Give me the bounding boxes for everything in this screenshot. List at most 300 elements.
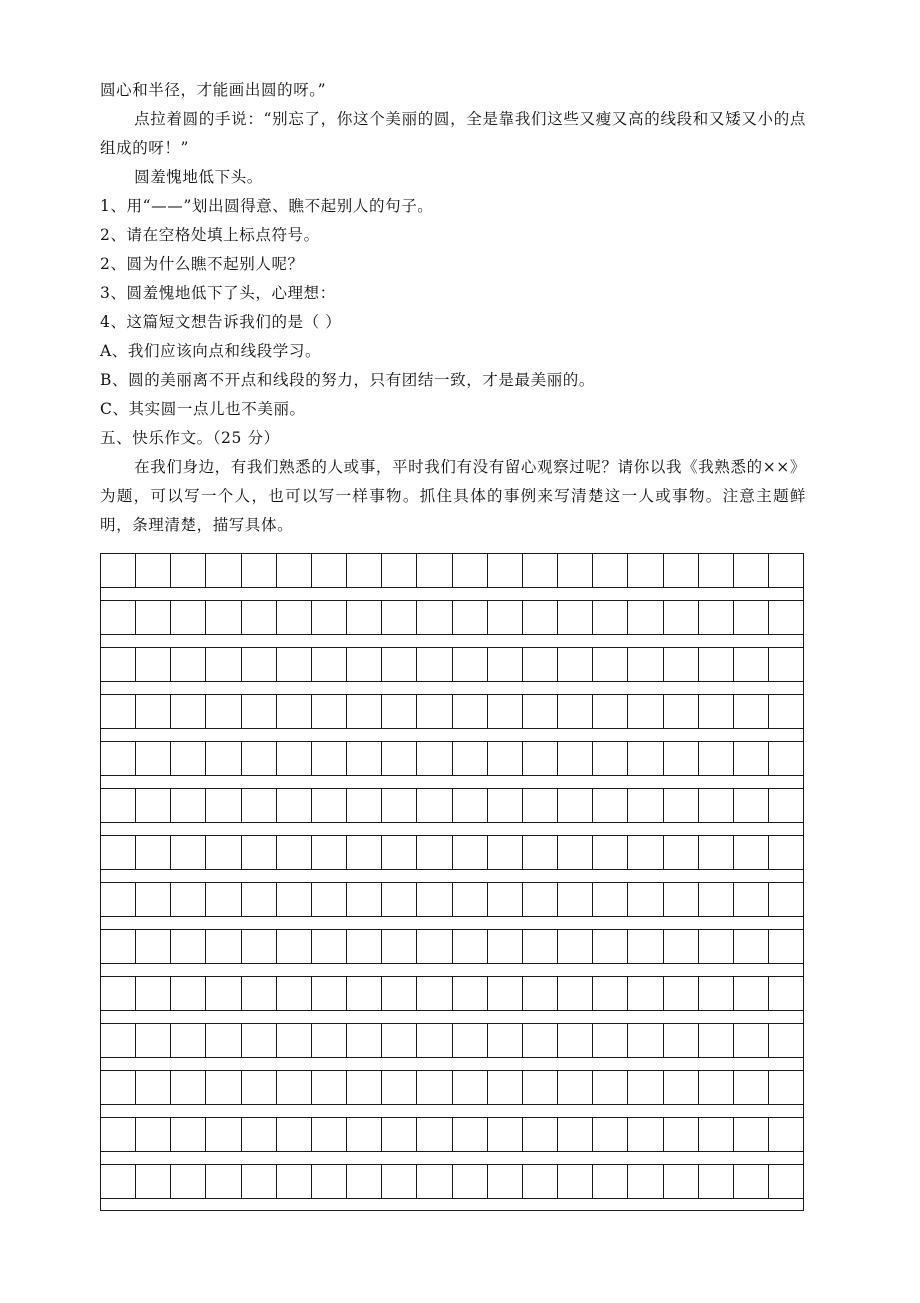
grid-cell[interactable] xyxy=(417,930,452,963)
grid-cell[interactable] xyxy=(734,836,769,869)
grid-cell[interactable] xyxy=(453,977,488,1010)
grid-cell[interactable] xyxy=(664,695,699,728)
grid-cell[interactable] xyxy=(347,789,382,822)
grid-cell[interactable] xyxy=(488,930,523,963)
grid-row[interactable] xyxy=(100,1117,804,1151)
grid-cell[interactable] xyxy=(558,742,593,775)
grid-cell[interactable] xyxy=(734,930,769,963)
grid-cell[interactable] xyxy=(171,554,206,587)
grid-cell[interactable] xyxy=(101,789,136,822)
grid-cell[interactable] xyxy=(417,648,452,681)
grid-cell[interactable] xyxy=(171,977,206,1010)
grid-cell[interactable] xyxy=(277,1071,312,1104)
grid-cell[interactable] xyxy=(242,977,277,1010)
grid-cell[interactable] xyxy=(382,883,417,916)
grid-cell[interactable] xyxy=(523,695,558,728)
grid-cell[interactable] xyxy=(347,977,382,1010)
grid-row[interactable] xyxy=(100,929,804,963)
grid-cell[interactable] xyxy=(664,1071,699,1104)
grid-cell[interactable] xyxy=(593,695,628,728)
grid-cell[interactable] xyxy=(347,742,382,775)
grid-row[interactable] xyxy=(100,1023,804,1057)
grid-cell[interactable] xyxy=(523,977,558,1010)
grid-cell[interactable] xyxy=(769,930,803,963)
grid-cell[interactable] xyxy=(769,836,803,869)
grid-cell[interactable] xyxy=(382,836,417,869)
grid-cell[interactable] xyxy=(101,977,136,1010)
grid-cell[interactable] xyxy=(593,930,628,963)
grid-cell[interactable] xyxy=(382,930,417,963)
grid-cell[interactable] xyxy=(593,554,628,587)
grid-cell[interactable] xyxy=(277,742,312,775)
grid-cell[interactable] xyxy=(628,1118,663,1151)
grid-cell[interactable] xyxy=(699,1071,734,1104)
grid-cell[interactable] xyxy=(312,789,347,822)
grid-cell[interactable] xyxy=(242,789,277,822)
grid-cell[interactable] xyxy=(277,1118,312,1151)
grid-cell[interactable] xyxy=(699,554,734,587)
grid-cell[interactable] xyxy=(699,695,734,728)
grid-cell[interactable] xyxy=(453,648,488,681)
grid-cell[interactable] xyxy=(453,554,488,587)
grid-cell[interactable] xyxy=(488,883,523,916)
grid-cell[interactable] xyxy=(593,601,628,634)
grid-cell[interactable] xyxy=(734,1024,769,1057)
grid-cell[interactable] xyxy=(101,836,136,869)
grid-cell[interactable] xyxy=(242,930,277,963)
grid-cell[interactable] xyxy=(628,601,663,634)
grid-cell[interactable] xyxy=(453,695,488,728)
grid-cell[interactable] xyxy=(382,1024,417,1057)
grid-cell[interactable] xyxy=(488,695,523,728)
grid-row[interactable] xyxy=(100,882,804,916)
grid-cell[interactable] xyxy=(242,1071,277,1104)
grid-cell[interactable] xyxy=(136,1118,171,1151)
grid-cell[interactable] xyxy=(242,883,277,916)
grid-cell[interactable] xyxy=(312,1071,347,1104)
grid-cell[interactable] xyxy=(277,977,312,1010)
grid-cell[interactable] xyxy=(628,1071,663,1104)
choice-option-a: A、我们应该向点和线段学习。 xyxy=(100,342,322,360)
grid-cell[interactable] xyxy=(417,1118,452,1151)
grid-cell[interactable] xyxy=(734,554,769,587)
grid-cell[interactable] xyxy=(628,554,663,587)
grid-cell[interactable] xyxy=(136,883,171,916)
grid-cell[interactable] xyxy=(382,742,417,775)
grid-cell[interactable] xyxy=(347,554,382,587)
grid-cell[interactable] xyxy=(312,1165,347,1198)
grid-cell[interactable] xyxy=(453,1165,488,1198)
grid-cell[interactable] xyxy=(171,836,206,869)
grid-cell[interactable] xyxy=(628,836,663,869)
grid-cell[interactable] xyxy=(699,930,734,963)
grid-cell[interactable] xyxy=(699,836,734,869)
grid-cell[interactable] xyxy=(453,789,488,822)
grid-cell[interactable] xyxy=(382,554,417,587)
grid-cell[interactable] xyxy=(277,601,312,634)
grid-cell[interactable] xyxy=(558,789,593,822)
grid-cell[interactable] xyxy=(558,1024,593,1057)
grid-cell[interactable] xyxy=(593,883,628,916)
grid-cell[interactable] xyxy=(277,789,312,822)
grid-cell[interactable] xyxy=(769,1024,803,1057)
grid-cell[interactable] xyxy=(488,1165,523,1198)
grid-cell[interactable] xyxy=(312,742,347,775)
grid-cell[interactable] xyxy=(593,648,628,681)
grid-cell[interactable] xyxy=(769,1071,803,1104)
grid-cell[interactable] xyxy=(558,883,593,916)
grid-cell[interactable] xyxy=(171,1118,206,1151)
grid-cell[interactable] xyxy=(101,742,136,775)
grid-cell[interactable] xyxy=(628,648,663,681)
grid-cell[interactable] xyxy=(628,695,663,728)
grid-cell[interactable] xyxy=(488,789,523,822)
grid-row-spacer xyxy=(100,634,804,647)
grid-cell[interactable] xyxy=(417,1165,452,1198)
grid-cell[interactable] xyxy=(734,1071,769,1104)
grid-row[interactable] xyxy=(100,1164,804,1198)
grid-cell[interactable] xyxy=(417,1024,452,1057)
grid-cell[interactable] xyxy=(558,1118,593,1151)
grid-cell[interactable] xyxy=(453,1071,488,1104)
grid-cell[interactable] xyxy=(734,883,769,916)
grid-cell[interactable] xyxy=(488,742,523,775)
grid-cell[interactable] xyxy=(171,930,206,963)
grid-cell[interactable] xyxy=(664,1165,699,1198)
grid-cell[interactable] xyxy=(312,836,347,869)
grid-cell[interactable] xyxy=(769,977,803,1010)
grid-cell[interactable] xyxy=(312,601,347,634)
grid-cell[interactable] xyxy=(699,1024,734,1057)
grid-cell[interactable] xyxy=(734,1165,769,1198)
grid-cell[interactable] xyxy=(523,930,558,963)
grid-cell[interactable] xyxy=(417,789,452,822)
grid-cell[interactable] xyxy=(101,1118,136,1151)
grid-cell[interactable] xyxy=(101,1024,136,1057)
grid-cell[interactable] xyxy=(699,742,734,775)
grid-cell[interactable] xyxy=(382,695,417,728)
grid-cell[interactable] xyxy=(171,789,206,822)
grid-cell[interactable] xyxy=(277,836,312,869)
grid-cell[interactable] xyxy=(488,1071,523,1104)
grid-cell[interactable] xyxy=(593,742,628,775)
grid-cell[interactable] xyxy=(382,977,417,1010)
composition-answer-grid[interactable] xyxy=(100,553,804,1211)
grid-cell[interactable] xyxy=(769,742,803,775)
grid-cell[interactable] xyxy=(523,883,558,916)
grid-cell[interactable] xyxy=(382,1118,417,1151)
grid-cell[interactable] xyxy=(523,1024,558,1057)
grid-cell[interactable] xyxy=(664,836,699,869)
grid-cell[interactable] xyxy=(734,977,769,1010)
grid-cell[interactable] xyxy=(382,601,417,634)
grid-cell[interactable] xyxy=(347,601,382,634)
grid-cell[interactable] xyxy=(664,1118,699,1151)
grid-cell[interactable] xyxy=(417,601,452,634)
grid-cell[interactable] xyxy=(488,648,523,681)
grid-cell[interactable] xyxy=(558,977,593,1010)
grid-cell[interactable] xyxy=(664,742,699,775)
grid-cell[interactable] xyxy=(312,883,347,916)
grid-cell[interactable] xyxy=(628,789,663,822)
grid-cell[interactable] xyxy=(277,695,312,728)
grid-cell[interactable] xyxy=(488,1118,523,1151)
grid-cell[interactable] xyxy=(523,1165,558,1198)
grid-cell[interactable] xyxy=(488,836,523,869)
grid-cell[interactable] xyxy=(171,883,206,916)
grid-cell[interactable] xyxy=(664,554,699,587)
grid-cell[interactable] xyxy=(101,695,136,728)
grid-cell[interactable] xyxy=(488,601,523,634)
grid-cell[interactable] xyxy=(699,601,734,634)
grid-cell[interactable] xyxy=(488,1024,523,1057)
grid-cell[interactable] xyxy=(593,1024,628,1057)
grid-cell[interactable] xyxy=(417,695,452,728)
grid-row[interactable] xyxy=(100,694,804,728)
grid-row[interactable] xyxy=(100,976,804,1010)
grid-cell[interactable] xyxy=(206,1118,241,1151)
grid-cell[interactable] xyxy=(136,930,171,963)
grid-cell[interactable] xyxy=(593,789,628,822)
grid-cell[interactable] xyxy=(277,883,312,916)
grid-cell[interactable] xyxy=(593,1071,628,1104)
grid-cell[interactable] xyxy=(382,1071,417,1104)
grid-cell[interactable] xyxy=(382,1165,417,1198)
grid-cell[interactable] xyxy=(101,930,136,963)
grid-cell[interactable] xyxy=(312,554,347,587)
grid-cell[interactable] xyxy=(664,789,699,822)
grid-cell[interactable] xyxy=(206,977,241,1010)
grid-cell[interactable] xyxy=(136,789,171,822)
grid-cell[interactable] xyxy=(664,977,699,1010)
grid-cell[interactable] xyxy=(593,1165,628,1198)
grid-cell[interactable] xyxy=(171,1165,206,1198)
grid-cell[interactable] xyxy=(171,648,206,681)
grid-cell[interactable] xyxy=(382,648,417,681)
grid-cell[interactable] xyxy=(171,742,206,775)
grid-row-spacer xyxy=(100,1010,804,1023)
grid-cell[interactable] xyxy=(769,789,803,822)
grid-cell[interactable] xyxy=(628,883,663,916)
grid-cell[interactable] xyxy=(558,554,593,587)
grid-cell[interactable] xyxy=(242,695,277,728)
grid-cell[interactable] xyxy=(171,601,206,634)
grid-cell[interactable] xyxy=(206,742,241,775)
grid-cell[interactable] xyxy=(417,742,452,775)
grid-cell[interactable] xyxy=(347,836,382,869)
grid-cell[interactable] xyxy=(242,836,277,869)
grid-cell[interactable] xyxy=(277,1024,312,1057)
grid-cell[interactable] xyxy=(242,1118,277,1151)
grid-cell[interactable] xyxy=(312,1118,347,1151)
grid-cell[interactable] xyxy=(523,789,558,822)
grid-cell[interactable] xyxy=(277,648,312,681)
grid-cell[interactable] xyxy=(347,1071,382,1104)
grid-cell[interactable] xyxy=(558,601,593,634)
grid-cell[interactable] xyxy=(417,554,452,587)
grid-cell[interactable] xyxy=(628,977,663,1010)
grid-cell[interactable] xyxy=(664,601,699,634)
grid-cell[interactable] xyxy=(347,1165,382,1198)
grid-cell[interactable] xyxy=(734,1118,769,1151)
grid-cell[interactable] xyxy=(523,648,558,681)
grid-cell[interactable] xyxy=(136,1071,171,1104)
grid-cell[interactable] xyxy=(664,930,699,963)
grid-row[interactable] xyxy=(100,553,804,587)
grid-cell[interactable] xyxy=(734,695,769,728)
grid-cell[interactable] xyxy=(101,1071,136,1104)
grid-cell[interactable] xyxy=(206,695,241,728)
grid-cell[interactable] xyxy=(769,1165,803,1198)
grid-cell[interactable] xyxy=(453,836,488,869)
grid-cell[interactable] xyxy=(136,601,171,634)
grid-cell[interactable] xyxy=(699,883,734,916)
grid-cell[interactable] xyxy=(523,1118,558,1151)
grid-cell[interactable] xyxy=(101,1165,136,1198)
grid-cell[interactable] xyxy=(101,554,136,587)
grid-cell[interactable] xyxy=(699,1118,734,1151)
grid-row[interactable] xyxy=(100,647,804,681)
grid-cell[interactable] xyxy=(277,1165,312,1198)
grid-cell[interactable] xyxy=(453,742,488,775)
grid-cell[interactable] xyxy=(769,1118,803,1151)
grid-cell[interactable] xyxy=(136,836,171,869)
grid-cell[interactable] xyxy=(417,1071,452,1104)
grid-cell[interactable] xyxy=(206,601,241,634)
grid-cell[interactable] xyxy=(558,695,593,728)
grid-cell[interactable] xyxy=(558,1071,593,1104)
grid-row[interactable] xyxy=(100,741,804,775)
grid-cell[interactable] xyxy=(242,1165,277,1198)
grid-cell[interactable] xyxy=(769,695,803,728)
grid-cell[interactable] xyxy=(206,836,241,869)
grid-cell[interactable] xyxy=(171,1071,206,1104)
grid-cell[interactable] xyxy=(206,1165,241,1198)
grid-cell[interactable] xyxy=(769,648,803,681)
grid-cell[interactable] xyxy=(347,1024,382,1057)
grid-cell[interactable] xyxy=(417,883,452,916)
grid-cell[interactable] xyxy=(206,1071,241,1104)
grid-cell[interactable] xyxy=(453,1024,488,1057)
grid-cell[interactable] xyxy=(136,742,171,775)
choice-option-c: C、其实圆一点儿也不美丽。 xyxy=(100,400,306,418)
grid-cell[interactable] xyxy=(523,554,558,587)
grid-cell[interactable] xyxy=(769,554,803,587)
grid-cell[interactable] xyxy=(488,977,523,1010)
grid-cell[interactable] xyxy=(769,601,803,634)
grid-cell[interactable] xyxy=(769,883,803,916)
grid-cell[interactable] xyxy=(453,601,488,634)
grid-cell[interactable] xyxy=(417,977,452,1010)
grid-cell[interactable] xyxy=(347,883,382,916)
grid-cell[interactable] xyxy=(593,836,628,869)
grid-cell[interactable] xyxy=(628,930,663,963)
grid-cell[interactable] xyxy=(277,554,312,587)
grid-cell[interactable] xyxy=(417,836,452,869)
grid-cell[interactable] xyxy=(664,1024,699,1057)
grid-cell[interactable] xyxy=(206,1024,241,1057)
grid-cell[interactable] xyxy=(699,977,734,1010)
grid-row[interactable] xyxy=(100,835,804,869)
grid-cell[interactable] xyxy=(206,883,241,916)
grid-cell[interactable] xyxy=(628,742,663,775)
grid-cell[interactable] xyxy=(453,930,488,963)
grid-cell[interactable] xyxy=(206,554,241,587)
grid-cell[interactable] xyxy=(347,930,382,963)
grid-cell[interactable] xyxy=(382,789,417,822)
grid-cell[interactable] xyxy=(242,1024,277,1057)
grid-cell[interactable] xyxy=(523,1071,558,1104)
grid-cell[interactable] xyxy=(101,648,136,681)
grid-cell[interactable] xyxy=(136,977,171,1010)
grid-cell[interactable] xyxy=(312,695,347,728)
grid-cell[interactable] xyxy=(312,977,347,1010)
grid-cell[interactable] xyxy=(242,554,277,587)
grid-row[interactable] xyxy=(100,788,804,822)
grid-cell[interactable] xyxy=(136,695,171,728)
grid-cell[interactable] xyxy=(136,554,171,587)
grid-cell[interactable] xyxy=(664,648,699,681)
grid-cell[interactable] xyxy=(312,930,347,963)
grid-cell[interactable] xyxy=(523,742,558,775)
grid-cell[interactable] xyxy=(453,1118,488,1151)
grid-cell[interactable] xyxy=(523,836,558,869)
grid-cell[interactable] xyxy=(488,554,523,587)
grid-cell[interactable] xyxy=(312,648,347,681)
grid-cell[interactable] xyxy=(242,648,277,681)
grid-cell[interactable] xyxy=(347,648,382,681)
grid-cell[interactable] xyxy=(347,1118,382,1151)
grid-cell[interactable] xyxy=(734,648,769,681)
grid-cell[interactable] xyxy=(206,930,241,963)
grid-cell[interactable] xyxy=(628,1165,663,1198)
grid-cell[interactable] xyxy=(242,601,277,634)
grid-cell[interactable] xyxy=(171,1024,206,1057)
grid-cell[interactable] xyxy=(558,1165,593,1198)
grid-row-spacer xyxy=(100,775,804,788)
grid-cell[interactable] xyxy=(734,789,769,822)
grid-cell[interactable] xyxy=(558,648,593,681)
grid-cell[interactable] xyxy=(523,601,558,634)
grid-row[interactable] xyxy=(100,1070,804,1104)
grid-cell[interactable] xyxy=(277,930,312,963)
grid-cell[interactable] xyxy=(206,789,241,822)
grid-cell[interactable] xyxy=(101,601,136,634)
grid-cell[interactable] xyxy=(699,789,734,822)
grid-cell[interactable] xyxy=(136,1024,171,1057)
grid-cell[interactable] xyxy=(593,977,628,1010)
grid-cell[interactable] xyxy=(734,742,769,775)
grid-cell[interactable] xyxy=(593,1118,628,1151)
grid-cell[interactable] xyxy=(136,1165,171,1198)
grid-row[interactable] xyxy=(100,600,804,634)
grid-cell[interactable] xyxy=(699,648,734,681)
grid-cell[interactable] xyxy=(734,601,769,634)
grid-cell[interactable] xyxy=(171,695,206,728)
grid-cell[interactable] xyxy=(136,648,171,681)
grid-cell[interactable] xyxy=(558,836,593,869)
grid-cell[interactable] xyxy=(242,742,277,775)
grid-cell[interactable] xyxy=(558,930,593,963)
grid-cell[interactable] xyxy=(699,1165,734,1198)
grid-cell[interactable] xyxy=(312,1024,347,1057)
grid-cell[interactable] xyxy=(101,883,136,916)
grid-cell[interactable] xyxy=(206,648,241,681)
grid-cell[interactable] xyxy=(664,883,699,916)
grid-cell[interactable] xyxy=(453,883,488,916)
grid-cell[interactable] xyxy=(628,1024,663,1057)
grid-cell[interactable] xyxy=(347,695,382,728)
